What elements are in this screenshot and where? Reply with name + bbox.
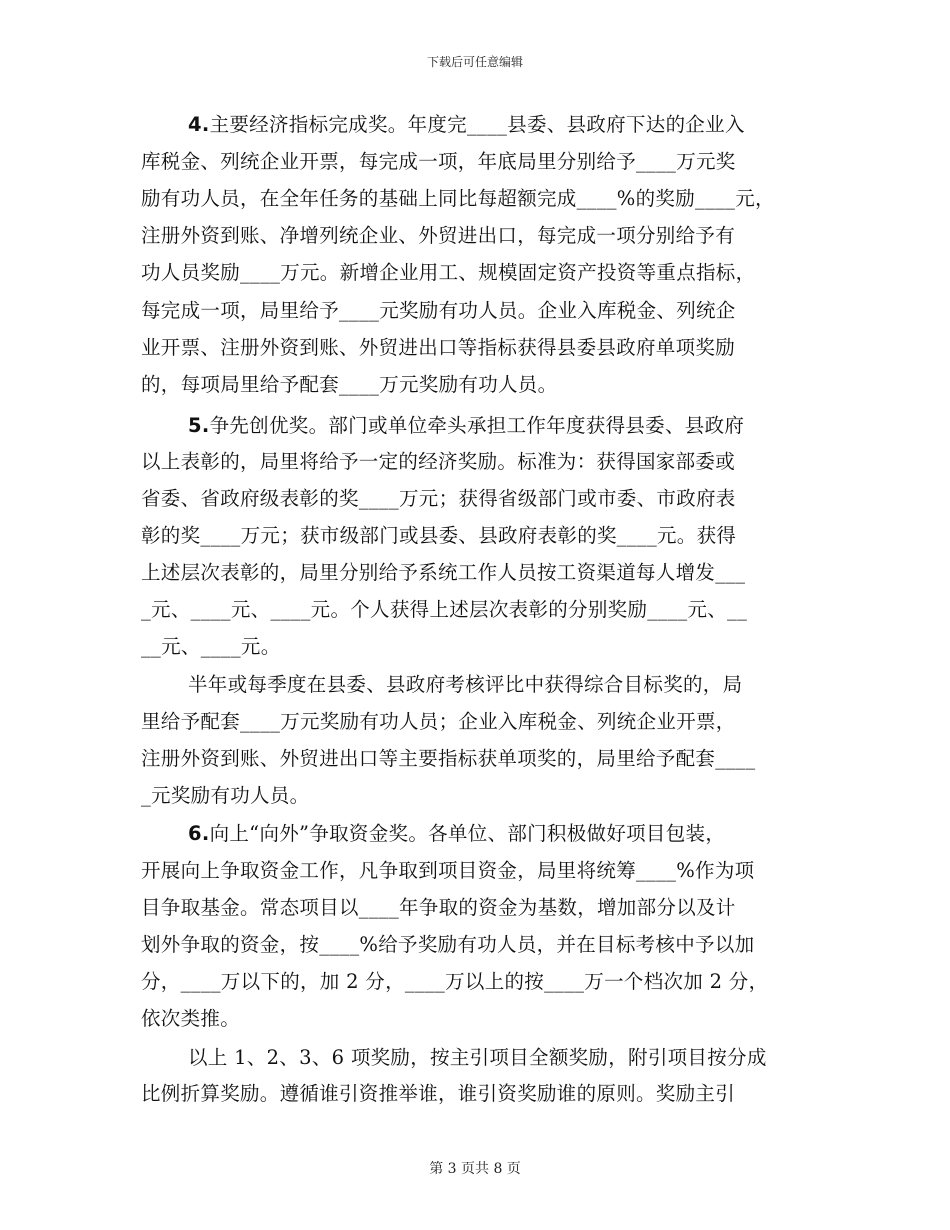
item-6-line-3: 目争取基金。常态项目以____年争取的资金为基数，增加部分以及计 bbox=[141, 896, 736, 919]
item-4-line-3: 励有功人员，在全年任务的基础上同比每超额完成____%的奖励____元， bbox=[141, 187, 775, 210]
page-header: 下载后可任意编辑 bbox=[426, 55, 523, 69]
item-4-line-5: 功人员奖励____万元。新增企业用工、规模固定资产投资等重点指标， bbox=[141, 261, 756, 284]
item-4-line-1: 4.主要经济指标完成奖。年度完____县委、县政府下达的企业入 bbox=[188, 113, 745, 136]
item-5-line-2: 以上表彰的，局里将给予一定的经济奖励。标准为：获得国家部委或 bbox=[141, 450, 736, 473]
item-4-line-6: 每完成一项，局里给予____元奖励有功人员。企业入库税金、列统企 bbox=[141, 299, 736, 322]
item-number: 6. bbox=[188, 822, 210, 845]
item-number: 5. bbox=[188, 414, 210, 437]
item-6-line-6: 依次类推。 bbox=[141, 1007, 241, 1030]
item-6-line-4: 划外争取的资金，按____%给予奖励有功人员，并在目标考核中予以加 bbox=[141, 933, 755, 956]
item-6-line-1: 6.向上“向外”争取资金奖。各单位、部门积极做好项目包装， bbox=[188, 822, 726, 845]
item-4-line-2: 库税金、列统企业开票，每完成一项，年底局里分别给予____万元奖 bbox=[141, 150, 736, 173]
item-4-line-8: 的，每项局里给予配套____万元奖励有功人员。 bbox=[141, 373, 558, 396]
item-5-line-6: _元、____元、____元。个人获得上述层次表彰的分别奖励____元、__ bbox=[141, 598, 748, 621]
item-4-line-4: 注册外资到账、净增列统企业、外贸进出口，每完成一项分别给予有 bbox=[141, 224, 736, 247]
closing-line-2: 比例折算奖励。遵循谁引资推举谁，谁引资奖励谁的原则。奖励主引 bbox=[141, 1082, 736, 1105]
half-year-line-1: 半年或每季度在县委、县政府考核评比中获得综合目标奖的，局 bbox=[188, 673, 743, 696]
page-footer: 第 3 页共 8 页 bbox=[429, 1161, 521, 1177]
half-year-line-2: 里给予配套____万元奖励有功人员；企业入库税金、列统企业开票， bbox=[141, 710, 736, 733]
item-5-line-3: 省委、省政府级表彰的奖____万元；获得省级部门或市委、市政府表 bbox=[141, 487, 736, 510]
item-5-line-4: 彰的奖____万元；获市级部门或县委、县政府表彰的奖____元。获得 bbox=[141, 524, 737, 547]
item-5-line-1: 5.争先创优奖。部门或单位牵头承担工作年度获得县委、县政府 bbox=[188, 414, 745, 437]
half-year-line-4: _元奖励有功人员。 bbox=[141, 784, 310, 807]
item-4-line-7: 业开票、注册外资到账、外贸进出口等指标获得县委县政府单项奖励 bbox=[141, 336, 736, 359]
item-5-line-7: __元、____元。 bbox=[141, 635, 281, 658]
half-year-line-3: 注册外资到账、外贸进出口等主要指标获单项奖的，局里给予配套____ bbox=[141, 747, 756, 770]
closing-line-1: 以上 1、2、3、6 项奖励，按主引项目全额奖励，附引项目按分成 bbox=[188, 1046, 767, 1069]
item-6-line-2: 开展向上争取资金工作，凡争取到项目资金，局里将统筹____%作为项 bbox=[141, 859, 755, 882]
item-6-line-5: 分，____万以下的，加 2 分，____万以上的按____万一个档次加 2 分， bbox=[141, 970, 769, 993]
item-5-line-5: 上述层次表彰的，局里分别给予系统工作人员按工资渠道每人增发___ bbox=[141, 561, 746, 584]
item-number: 4. bbox=[188, 113, 210, 136]
